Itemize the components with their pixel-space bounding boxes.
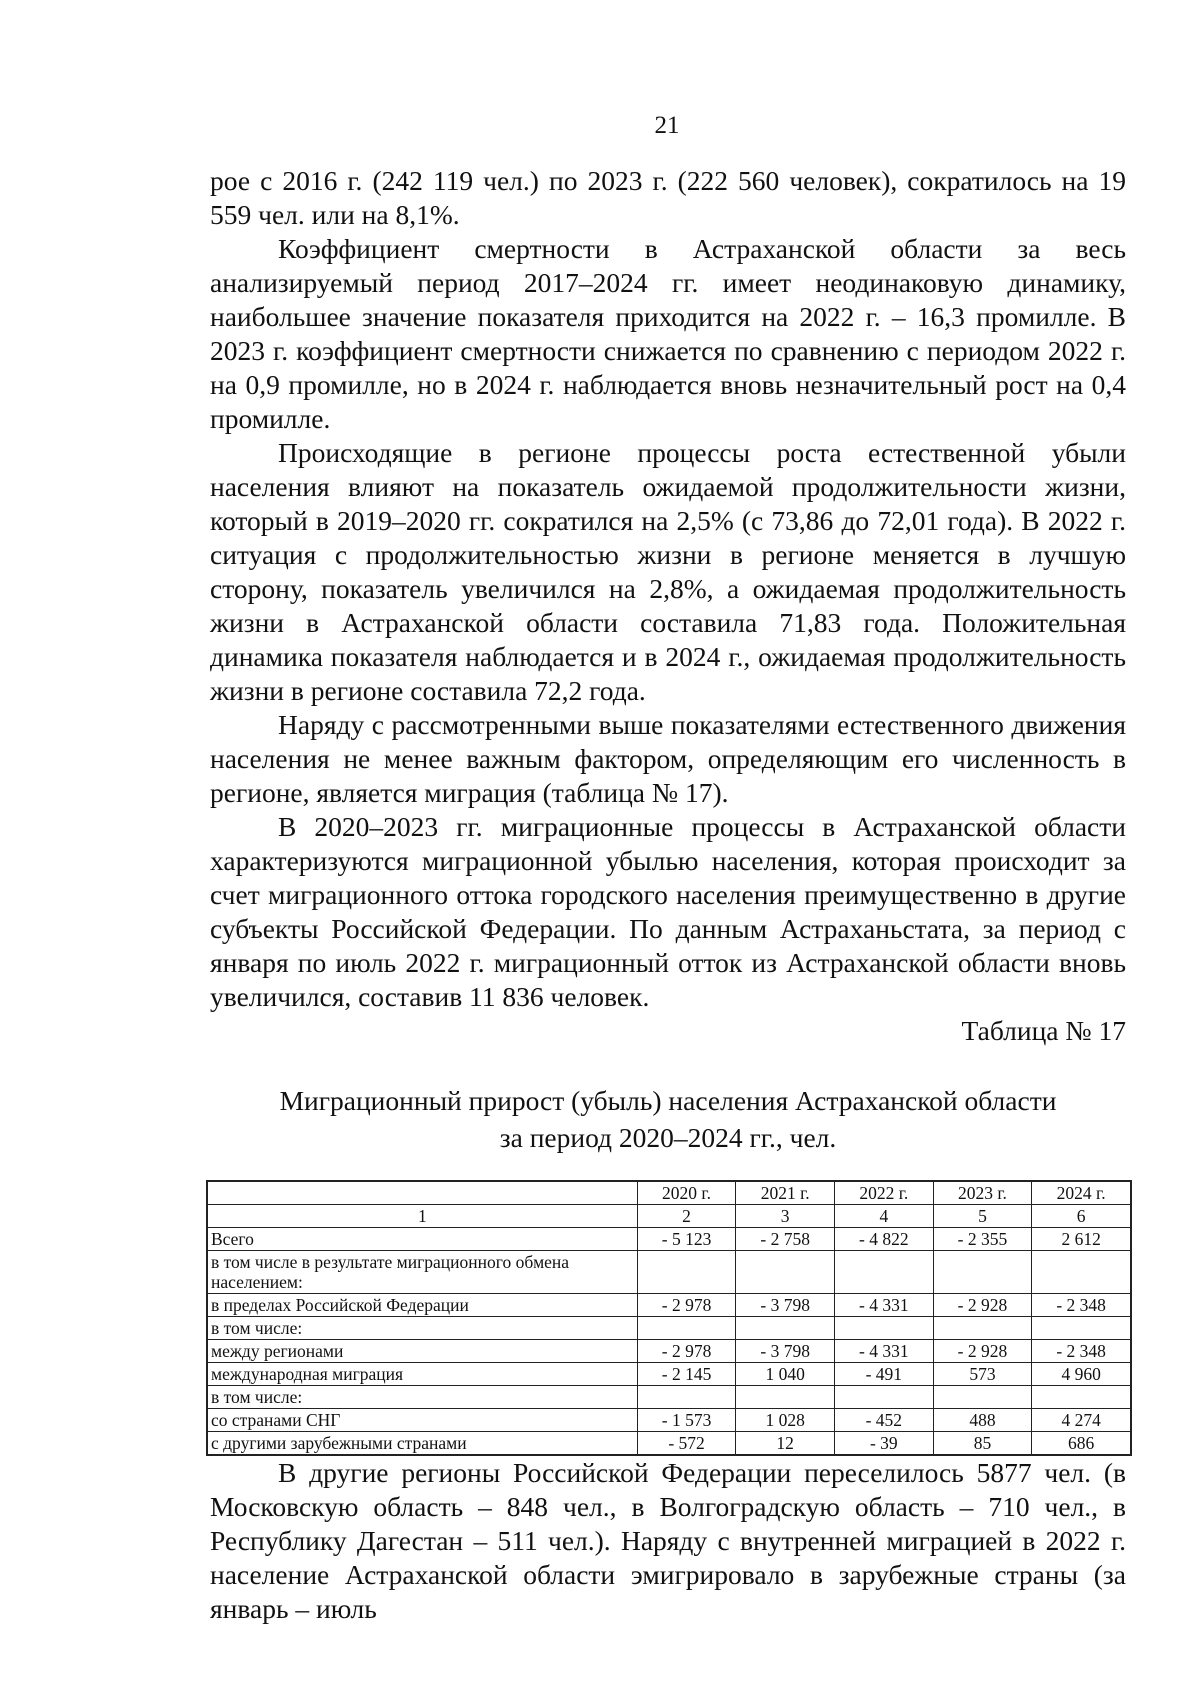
row-value (637, 1386, 736, 1409)
row-value: 1 040 (736, 1363, 835, 1386)
migration-table (206, 1180, 1132, 1456)
row-value: - 2 348 (1032, 1294, 1131, 1317)
row-value: - 572 (637, 1432, 736, 1456)
row-value (1032, 1386, 1131, 1409)
row-label: Всего (207, 1228, 637, 1251)
table-row (207, 1363, 1131, 1386)
paragraph: рое с 2016 г. (242 119 чел.) по 2023 г. (222 560 человек), сократилось на 19 559 чел. или на 8,1%. (210, 165, 1126, 230)
row-label: с другими зарубежными странами (207, 1432, 637, 1456)
column-number: 4 (835, 1205, 934, 1228)
row-label: в том числе: (207, 1317, 637, 1340)
paragraph: Происходящие в регионе процессы роста естественной убыли населения влияют на показатель ожидаемой продолжительности жизни, который в 2019–2020 гг. сократился на 2,5% (с 73,86 до 72,01 года). В 2022 г. ситуация с продолжительностью жизни в регионе меняется в лучшую сторону, показатель увеличился на 2,8%, а ожидаемая продолжительность жизни в Астраханской области составила 71,83 года. Положительная динамика показателя наблюдается и в 2024 г., ожидаемая продолжительность жизни в регионе составила 72,2 года. (210, 437, 1126, 706)
row-value (736, 1317, 835, 1340)
table-row (207, 1251, 1131, 1294)
row-value: - 2 145 (637, 1363, 736, 1386)
table-title-line2: за период 2020–2024 гг., чел. (499, 1122, 837, 1153)
row-value: 12 (736, 1432, 835, 1456)
row-value (835, 1251, 934, 1294)
page-number: 21 (654, 112, 680, 139)
row-value: - 452 (835, 1409, 934, 1432)
table-title (210, 1082, 1126, 1156)
row-value (933, 1251, 1032, 1294)
header-empty-cell (207, 1181, 637, 1205)
paragraph-after-table: В другие регионы Российской Федерации переселилось 5877 чел. (в Московскую область – 848 чел., в Волгоградскую область – 710 чел., в Республику Дагестан – 511 чел.). Наряду с внутренней миграцией в 2022 г. население Астраханской области эмигрировало в зарубежные страны (за январь – июль (210, 1457, 1126, 1624)
table-row (207, 1386, 1131, 1409)
column-number: 5 (933, 1205, 1032, 1228)
table-header-years (207, 1181, 1131, 1205)
column-number: 2 (637, 1205, 736, 1228)
row-value: - 1 573 (637, 1409, 736, 1432)
row-value (835, 1317, 934, 1340)
row-value: - 4 822 (835, 1228, 934, 1251)
row-value (736, 1386, 835, 1409)
row-value: 4 274 (1032, 1409, 1131, 1432)
table-row (207, 1340, 1131, 1363)
row-label: в пределах Российской Федерации (207, 1294, 637, 1317)
row-value: - 2 355 (933, 1228, 1032, 1251)
row-value (1032, 1317, 1131, 1340)
row-label: в том числе в результате миграционного обмена населением: (207, 1251, 637, 1294)
paragraph: В 2020–2023 гг. миграционные процессы в Астраханской области характеризуются миграционной убылью населения, которая происходит за счет миграционного оттока городского населения преимущественно в другие субъекты Российской Федерации. По данным Астраханьстата, за период с января по июль 2022 г. миграционный отток из Астраханской области вновь увеличился, составив 11 836 человек. (210, 811, 1126, 1012)
header-year: 2021 г. (736, 1181, 835, 1205)
row-value (637, 1317, 736, 1340)
row-value: 573 (933, 1363, 1032, 1386)
row-value: 686 (1032, 1432, 1131, 1456)
row-label: международная миграция (207, 1363, 637, 1386)
column-number: 3 (736, 1205, 835, 1228)
row-value: - 2 758 (736, 1228, 835, 1251)
header-year: 2020 г. (637, 1181, 736, 1205)
table-title-line1: Миграционный прирост (убыль) населения Астраханской области (279, 1085, 1057, 1116)
table-row (207, 1409, 1131, 1432)
row-value: - 4 331 (835, 1340, 934, 1363)
row-value: 85 (933, 1432, 1032, 1456)
row-value: - 2 978 (637, 1294, 736, 1317)
row-value: - 4 331 (835, 1294, 934, 1317)
row-value (835, 1386, 934, 1409)
row-value: 1 028 (736, 1409, 835, 1432)
row-value: 2 612 (1032, 1228, 1131, 1251)
header-year: 2022 г. (835, 1181, 934, 1205)
row-value: 4 960 (1032, 1363, 1131, 1386)
row-value (1032, 1251, 1131, 1294)
row-label: в том числе: (207, 1386, 637, 1409)
row-value: - 3 798 (736, 1294, 835, 1317)
row-value: - 2 978 (637, 1340, 736, 1363)
column-number: 6 (1032, 1205, 1131, 1228)
row-value: - 5 123 (637, 1228, 736, 1251)
row-value: 488 (933, 1409, 1032, 1432)
document-body (210, 164, 1126, 1626)
table-row (207, 1432, 1131, 1456)
row-value: - 2 928 (933, 1340, 1032, 1363)
row-value: - 2 348 (1032, 1340, 1131, 1363)
table-row (207, 1294, 1131, 1317)
paragraph: Коэффициент смертности в Астраханской области за весь анализируемый период 2017–2024 гг. имеет неодинаковую динамику, наибольшее значение показателя приходится на 2022 г. – 16,3 промилле. В 2023 г. коэффициент смертности снижается по сравнению с периодом 2022 г. на 0,9 промилле, но в 2024 г. наблюдается вновь незначительный рост на 0,4 промилле. (210, 233, 1126, 434)
row-value: - 39 (835, 1432, 934, 1456)
row-label: между регионами (207, 1340, 637, 1363)
table-header-column-numbers (207, 1205, 1131, 1228)
paragraph: Наряду с рассмотренными выше показателями естественного движения населения не менее важным фактором, определяющим его численность в регионе, является миграция (таблица № 17). (210, 709, 1126, 808)
row-value (933, 1386, 1032, 1409)
table-row (207, 1317, 1131, 1340)
row-value: - 491 (835, 1363, 934, 1386)
header-year: 2023 г. (933, 1181, 1032, 1205)
row-value (933, 1317, 1032, 1340)
row-value (736, 1251, 835, 1294)
header-year: 2024 г. (1032, 1181, 1131, 1205)
table-label: Таблица № 17 (961, 1015, 1126, 1046)
row-value (637, 1251, 736, 1294)
row-label: со странами СНГ (207, 1409, 637, 1432)
row-value: - 3 798 (736, 1340, 835, 1363)
column-number: 1 (207, 1205, 637, 1228)
row-value: - 2 928 (933, 1294, 1032, 1317)
table-row (207, 1228, 1131, 1251)
paragraphs-top (210, 164, 1126, 1014)
